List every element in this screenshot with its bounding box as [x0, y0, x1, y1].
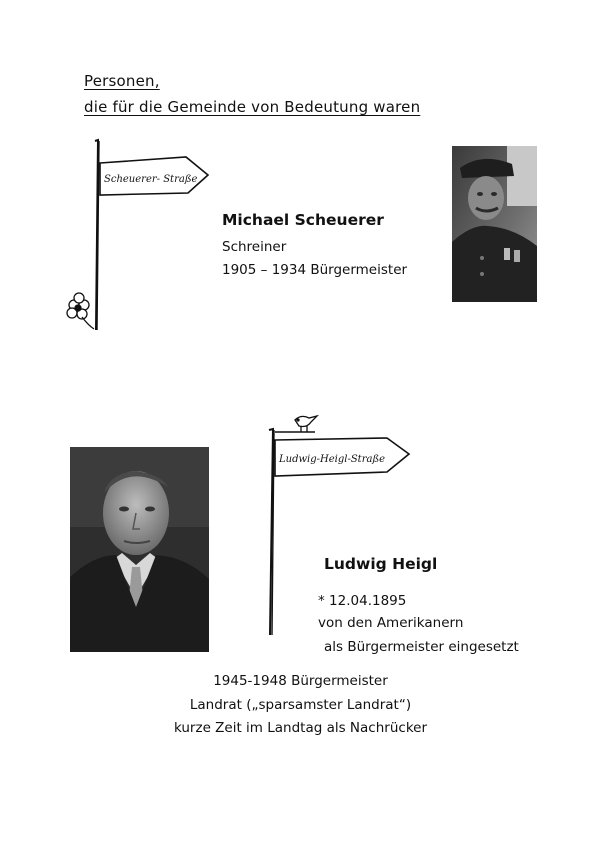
page-title-line2: die für die Gemeinde von Bedeutung waren: [84, 98, 421, 116]
street-sign-heigl-label: Ludwig-Heigl-Straße: [279, 454, 386, 465]
person1-term: 1905 – 1934 Bürgermeister: [222, 262, 408, 278]
person1-name: Michael Scheuerer: [222, 211, 384, 229]
person2-role-2: Landrat („sparsamster Landrat“): [189, 697, 412, 713]
person2-name: Ludwig Heigl: [324, 555, 438, 573]
person2-role-3: kurze Zeit im Landtag als Nachrücker: [173, 720, 428, 736]
person2-photo: [70, 447, 209, 652]
page-title-line1: Personen,: [84, 72, 160, 90]
person2-birth: * 12.04.1895: [318, 593, 407, 609]
person2-appointed-line2: als Bürgermeister eingesetzt: [324, 639, 519, 655]
street-sign-scheuerer-label: Scheuerer- Straße: [104, 174, 198, 185]
person2-appointed-line1: von den Amerikanern: [318, 615, 464, 631]
person1-photo: [452, 146, 537, 302]
flower-icon: [67, 293, 94, 329]
person2-role-1: 1945-1948 Bürgermeister: [213, 673, 388, 689]
person1-occupation: Schreiner: [222, 239, 287, 255]
bird-icon: [295, 416, 317, 432]
street-sign-scheuerer: [60, 135, 220, 345]
